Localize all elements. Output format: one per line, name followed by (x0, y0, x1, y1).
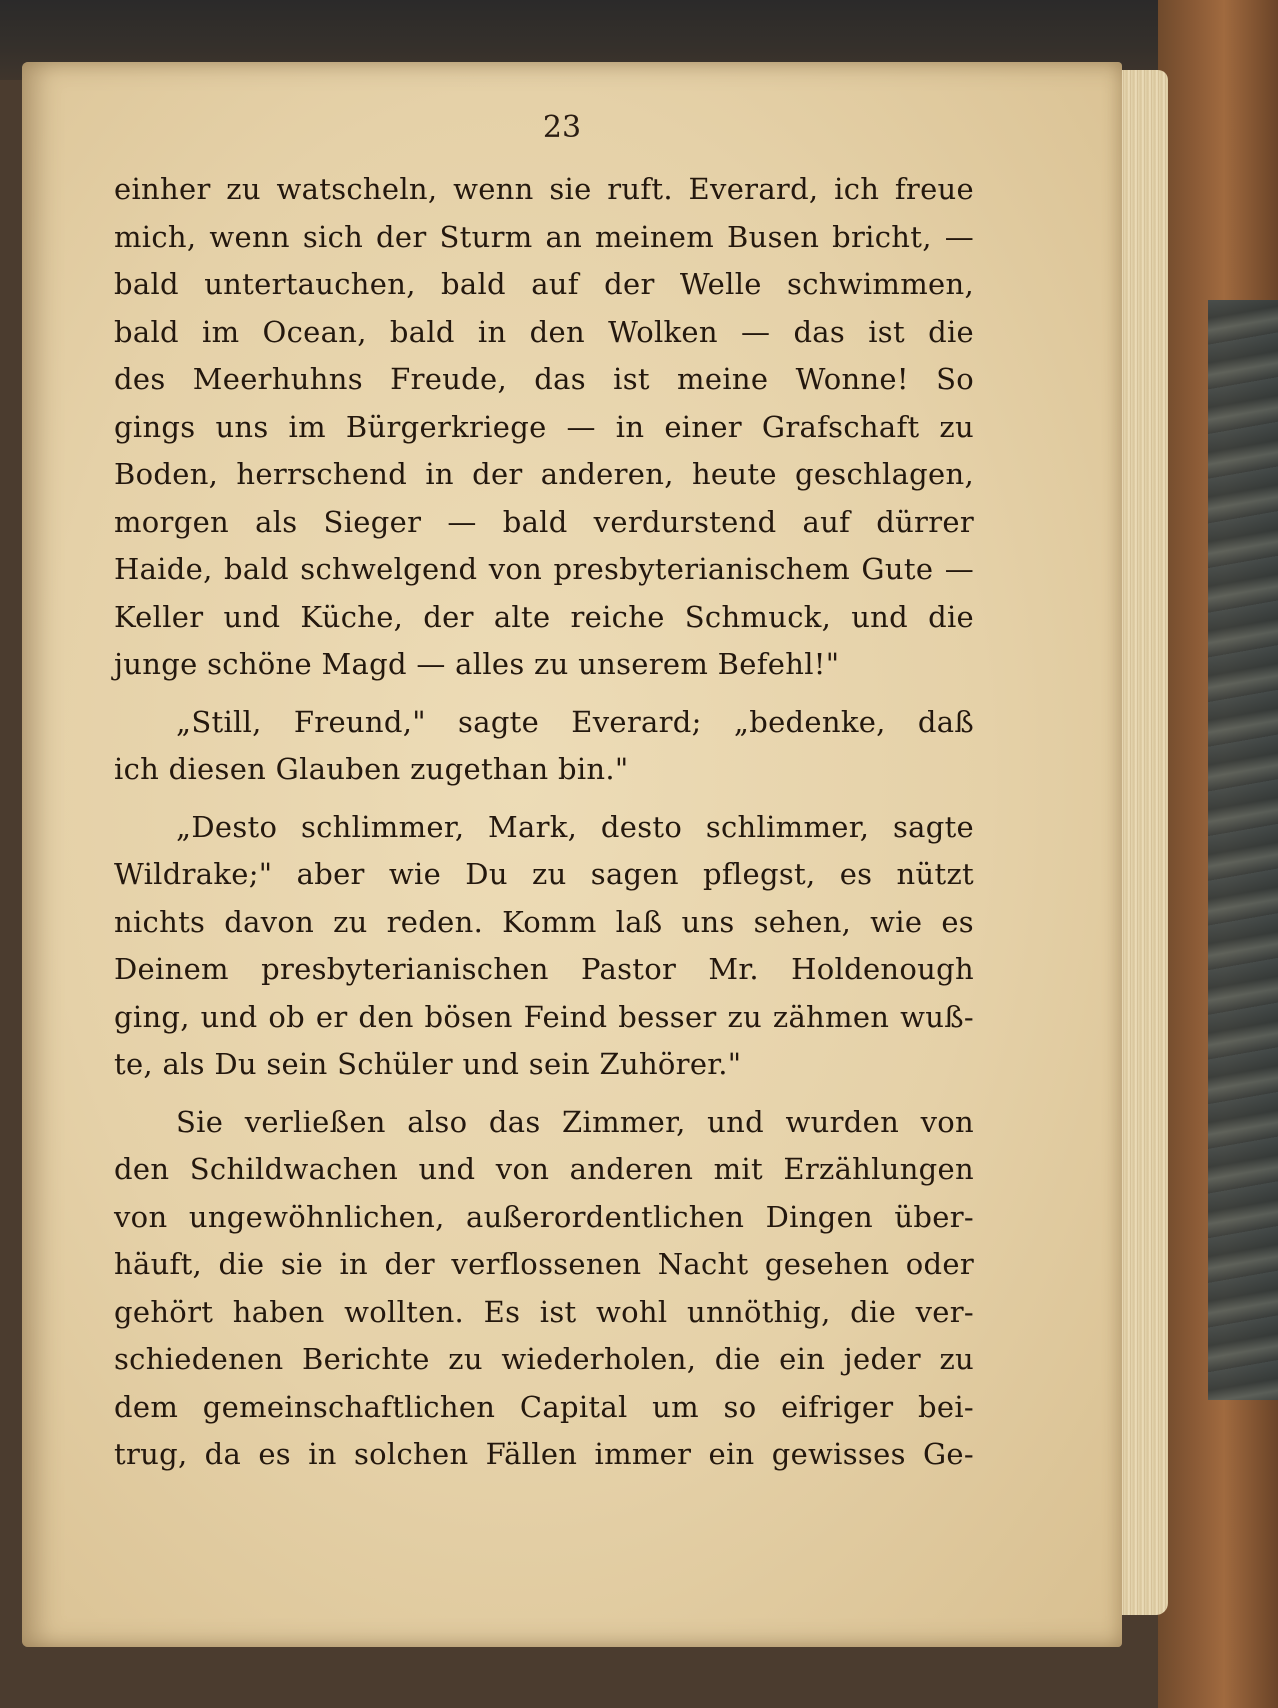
text-line: morgen als Sieger — bald verdurstend auf dürrer (114, 504, 974, 539)
text-line: ich diesen Glauben zugethan bin." (114, 752, 629, 786)
text-line: bald untertauchen, bald auf der Welle schwimmen, (114, 267, 974, 301)
text-line: ging, und ob er den bösen Feind besser zu zähmen wuß- (114, 999, 974, 1034)
text-line: häuft, die sie in der verflossenen Nacht gesehen oder (114, 1247, 974, 1281)
text-line: gings uns im Bürgerkriege — in einer Grafschaft zu (114, 409, 974, 444)
text-line: mich, wenn sich der Sturm an meinem Busen bricht, — (114, 219, 974, 254)
text-line: Boden, herrschend in der anderen, heute geschlagen, (114, 457, 974, 491)
text-line: bald im Ocean, bald in den Wolken — das ist die (114, 314, 974, 349)
text-line: te, als Du sein Schüler und sein Zuhörer." (114, 1047, 742, 1081)
text-line: „Still, Freund," sagte Everard; „bedenke, daß (176, 704, 974, 739)
marbled-cover (1208, 300, 1278, 1400)
page-number: 23 (542, 110, 582, 145)
paragraph-gap (114, 1089, 974, 1099)
text-line: einher zu watscheln, wenn sie ruft. Everard, ich freue (114, 172, 974, 206)
text-line: nichts davon zu reden. Komm laß uns sehen, wie es (114, 904, 974, 939)
text-line: von ungewöhnlichen, außerordentlichen Dingen über- (114, 1199, 974, 1234)
text-line: Deinem presbyterianischen Pastor Mr. Holdenough (114, 952, 974, 986)
text-line: Wildrake;" aber wie Du zu sagen pflegst, es nützt (114, 857, 974, 891)
text-line: schiedenen Berichte zu wiederholen, die ein jeder zu (114, 1342, 974, 1376)
paragraph-gap (114, 794, 974, 804)
text-line: des Meerhuhns Freude, das ist meine Wonne! So (114, 362, 974, 396)
text-line: dem gemeinschaftlichen Capital um so eifriger bei- (114, 1389, 974, 1424)
text-line: junge schöne Magd — alles zu unserem Befehl!" (114, 647, 840, 681)
text-line: gehört haben wollten. Es ist wohl unnöthig, die ver- (114, 1294, 974, 1329)
book-page (22, 62, 1122, 1647)
text-line: „Desto schlimmer, Mark, desto schlimmer, sagte (176, 809, 974, 844)
text-line: Haide, bald schwelgend von presbyterianischem Gute — (114, 552, 974, 586)
text-line: Keller und Küche, der alte reiche Schmuck, und die (114, 599, 974, 634)
text-line: den Schildwachen und von anderen mit Erzählungen (114, 1152, 974, 1186)
paragraph-gap (114, 689, 974, 699)
body-text (114, 166, 974, 1479)
text-line: Sie verließen also das Zimmer, und wurden von (176, 1104, 974, 1139)
text-line: trug, da es in solchen Fällen immer ein gewisses Ge- (114, 1437, 974, 1471)
